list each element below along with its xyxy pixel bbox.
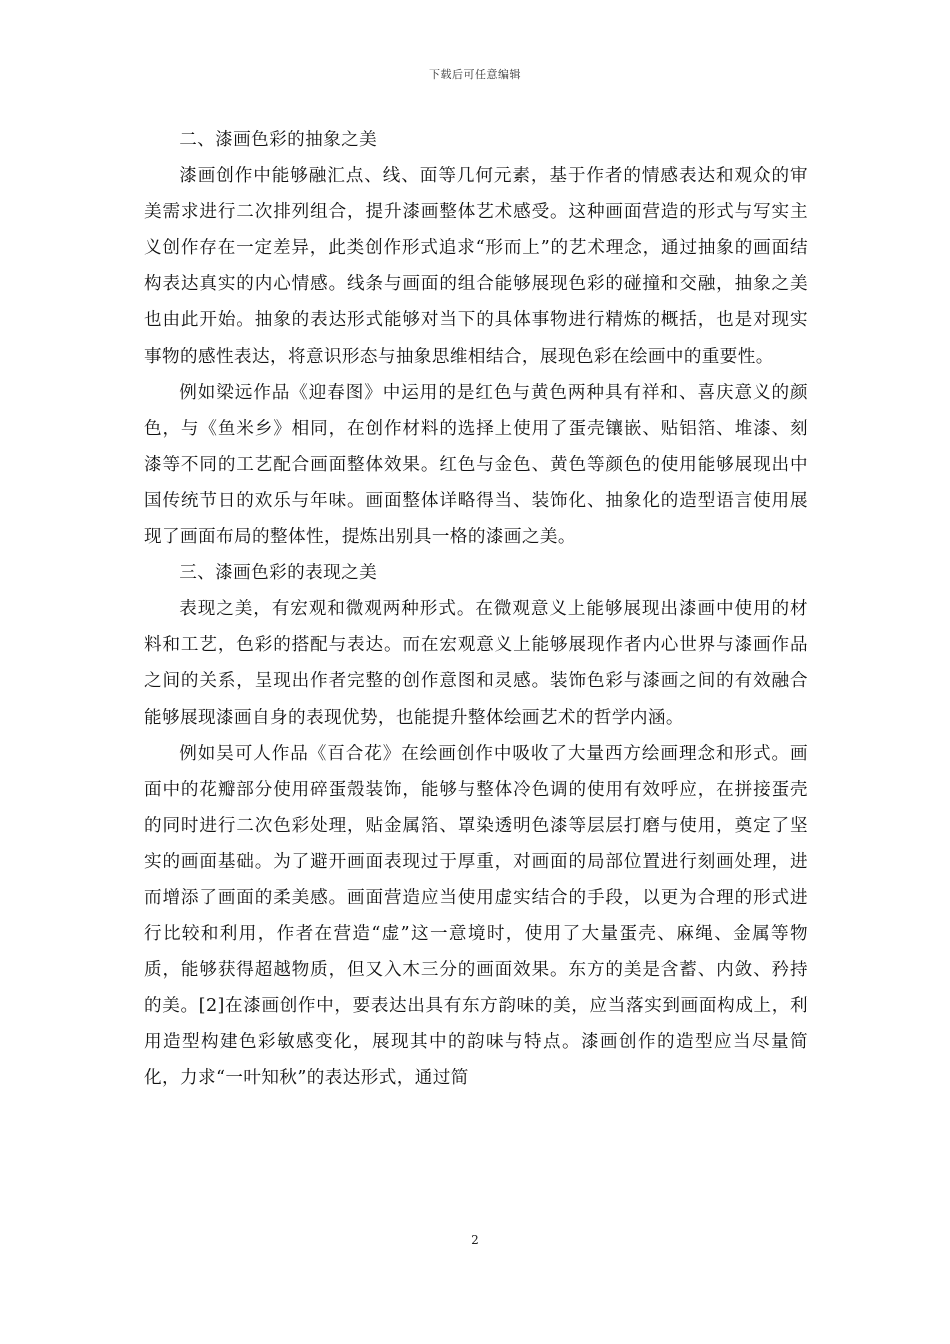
paragraph: 例如梁远作品《迎春图》中运用的是红色与黄色两种具有祥和、喜庆意义的颜色，与《鱼米乡》相同，在创作材料的选择上使用了蛋壳镶嵌、贴铝箔、堆漆、刻漆等不同的工艺配合画面整体效果。红色与金色、黄色等颜色的使用能够展现出中国传统节日的欢乐与年味。画面整体详略得当、装饰化、抽象化的造型语言使用展现了画面布局的整体性，提炼出别具一格的漆画之美。 — [144, 382, 808, 548]
page-header: 下载后可任意编辑 — [429, 68, 521, 81]
paragraph: 表现之美，有宏观和微观两种形式。在微观意义上能够展现出漆画中使用的材料和工艺，色彩的搭配与表达。而在宏观意义上能够展现作者内心世界与漆画作品之间的关系，呈现出作者完整的创作意图和灵感。装饰色彩与漆画之间的有效融合能够展现漆画自身的表现优势，也能提升整体绘画艺术的哲学内涵。 — [144, 599, 808, 728]
paragraph: 漆画创作中能够融汇点、线、面等几何元素，基于作者的情感表达和观众的审美需求进行二次排列组合，提升漆画整体艺术感受。这种画面营造的形式与写实主义创作存在一定差异，此类创作形式追求“形而上”的艺术理念，通过抽象的画面结构表达真实的内心情感。线条与画面的组合能够展现色彩的碰撞和交融，抽象之美也由此开始。抽象的表达形式能够对当下的具体事物进行精炼的概括，也是对现实事物的感性表达，将意识形态与抽象思维相结合，展现色彩在绘画中的重要性。 — [144, 166, 808, 367]
section-heading: 三、漆画色彩的表现之美 — [179, 563, 378, 584]
section-heading: 二、漆画色彩的抽象之美 — [179, 130, 378, 150]
paragraph: 例如吴可人作品《百合花》在绘画创作中吸收了大量西方绘画理念和形式。画面中的花瓣部分使用碎蛋殼装饰，能够与整体冷色调的使用有效呼应，在拼接蛋壳的同时进行二次色彩处理，贴金属箔、罩染透明色漆等层层打磨与使用，奠定了坚实的画面基础。为了避开画面表现过于厚重，对画面的局部位置进行刻画处理，进而增添了画面的柔美感。画面营造应当使用虚实结合的手段，以更为合理的形式进行比较和利用，作者在营造“虚”这一意境时，使用了大量蛋壳、麻绳、金属等物质，能够获得超越物质，但又入木三分的画面效果。东方的美是含蓄、内敛、矜持的美。[2]在漆画创作中，要表达出具有东方韵味的美，应当落实到画面构成上，利用造型构建色彩敏感变化，展现其中的韵味与特点。漆画创作的造型应当尽量简化，力求“一叶知秋”的表达形式，通过简 — [144, 743, 808, 1089]
page-number: 2 — [471, 1233, 479, 1247]
document-body — [144, 122, 808, 1097]
